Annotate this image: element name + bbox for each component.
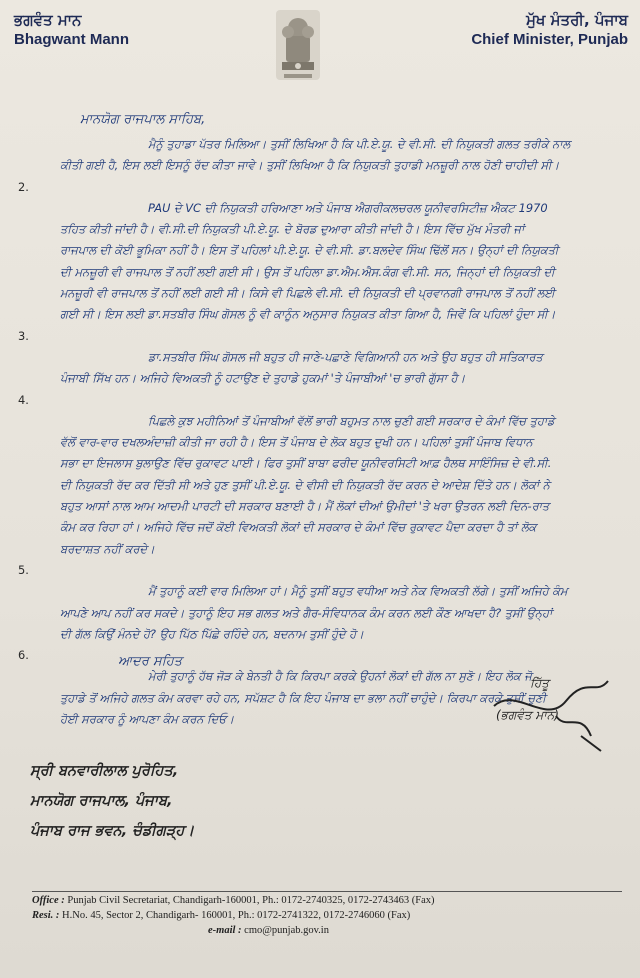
paragraph (60, 134, 635, 177)
paragraph-line: ਦੀ ਨਿਯੁਕਤੀ ਰੱਦ ਕਰ ਦਿੱਤੀ ਸੀ ਅਤੇ ਹੁਣ ਤੁਸੀਂ ਪੀ.ਏ.ਯੂ. ਦੇ ਵੀਸੀ ਦੀ ਨਿਯੁਕਤੀ ਰੱਦ ਕਰਨ ਦੇ ਆਦੇਸ਼ ਦਿੱਤੇ ਹਨ। ਲੋਕਾਂ ਨੇ (60, 477, 550, 492)
paragraph-line: ਪਿਛਲੇ ਕੁਝ ਮਹੀਨਿਆਂ ਤੋਂ ਪੰਜਾਬੀਆਂ ਵੱਲੋਂ ਭਾਰੀ ਬਹੁਮਤ ਨਾਲ ਚੁਣੀ ਗਈ ਸਰਕਾਰ ਦੇ ਕੰਮਾਂ ਵਿੱਚ ਤੁਹਾਡੇ (148, 413, 555, 428)
letter-body (18, 134, 635, 730)
paragraph-line: ਦੀ ਗੱਲ ਕਿਉਂ ਮੰਨਦੇ ਹੋ? ਉਹ ਪਿੱਠ ਪਿੱਛੇ ਰਹਿੰਦੇ ਹਨ, ਬਦਨਾਮ ਤੁਸੀਂ ਹੁੰਦੇ ਹੋ। (60, 626, 364, 641)
header-right (471, 10, 628, 50)
paragraph-line: ਪੰਜਾਬੀ ਸਿੱਖ ਹਨ। ਅਜਿਹੇ ਵਿਅਕਤੀ ਨੂੰ ਹਟਾਉਣ ਦੇ ਤੁਹਾਡੇ ਹੁਕਮਾਂ 'ਤੇ ਪੰਜਾਬੀਆਂ 'ਚ ਭਾਰੀ ਗੁੱਸਾ ਹੈ। (60, 371, 466, 386)
paragraph-line: ਤਹਿਤ ਕੀਤੀ ਜਾਂਦੀ ਹੈ। ਵੀ.ਸੀ.ਦੀ ਨਿਯੁਕਤੀ ਪੀ.ਏ.ਯੂ. ਦੇ ਬੋਰਡ ਦੁਆਰਾ ਕੀਤੀ ਜਾਂਦੀ ਹੈ। ਇਸ ਵਿੱਚ ਮੁੱਖ ਮੰਤਰੀ ਜਾਂ (60, 222, 525, 237)
paragraph-line: ਬਹੁਤ ਆਸਾਂ ਨਾਲ ਆਮ ਆਦਮੀ ਪਾਰਟੀ ਦੀ ਸਰਕਾਰ ਬਣਾਈ ਹੈ। ਮੈਂ ਲੋਕਾਂ ਦੀਆਂ ਉਮੀਦਾਂ 'ਤੇ ਖਰਾ ਉਤਰਨ ਲਈ ਦਿਨ-ਰਾਤ (60, 499, 550, 514)
paragraph: 5. ਮੈਂ ਤੁਹਾਨੂੰ ਕਈ ਵਾਰ ਮਿਲਿਆ ਹਾਂ। ਮੈਨੂੰ ਤੁਸੀਂ ਬਹੁਤ ਵਧੀਆ ਅਤੇ ਨੇਕ ਵਿਅਕਤੀ ਲੱਗੇ। ਤੁਸੀਂ ਅਜਿਹੇ ਕੰਮ ਆਪਣੇ ਆਪ ਨਹੀਂ ਕਰ ਸਕਦੇ। ਤੁਹਾਨੂੰ ਇਹ ਸਭ ਗਲਤ ਅਤੇ ਗੈਰ-ਸੰਵਿਧਾਨਕ ਕੰਮ ਕਰਨ ਲਈ ਕੌਣ ਆਖਦਾ ਹੈ? ਤੁਸੀਂ ਉਨ੍ਹਾਂ ਦੀ ਗੱਲ ਕਿਉਂ ਮੰਨਦੇ ਹੋ? ਉਹ ਪਿੱਠ ਪਿੱਛੇ ਰਹਿੰਦੇ ਹਨ, ਬਦਨਾਮ ਤੁਸੀਂ ਹੁੰਦੇ ਹੋ। (60, 560, 635, 645)
paragraph-line: PAU ਦੇ VC ਦੀ ਨਿਯੁਕਤੀ ਹਰਿਆਣਾ ਅਤੇ ਪੰਜਾਬ ਐਗਰੀਕਲਚਰਲ ਯੂਨੀਵਰਸਿਟੀਜ਼ ਐਕਟ 1970 (148, 200, 548, 215)
paragraph-line: ਤੁਹਾਡੇ ਤੋਂ ਅਜਿਹੇ ਗਲਤ ਕੰਮ ਕਰਵਾ ਰਹੇ ਹਨ, ਸਪੱਸ਼ਟ ਹੈ ਕਿ ਇਹ ਪੰਜਾਬ ਦਾ ਭਲਾ ਨਹੀਂ ਚਾਹੁੰਦੇ। ਕਿਰਪਾ ਕਰਕੇ ਤੁਸੀਂ ਚੁਣੀ (60, 690, 546, 705)
addressee-block (30, 756, 194, 846)
paragraph-line: ਬਰਦਾਸ਼ਤ ਨਹੀਂ ਕਰਦੇ। (60, 541, 155, 556)
paragraph-line: ਮੈਨੂੰ ਤੁਹਾਡਾ ਪੱਤਰ ਮਿਲਿਆ। ਤੁਸੀਂ ਲਿਖਿਆ ਹੈ ਕਿ ਪੀ.ਏ.ਯੂ. ਦੇ ਵੀ.ਸੀ. ਦੀ ਨਿਯੁਕਤੀ ਗਲਤ ਤਰੀਕੇ ਨਾਲ (148, 137, 571, 151)
sender-name-punjabi: ਭਗਵੰਤ ਮਾਨ (14, 11, 82, 29)
paragraph-line: ਮੇਰੀ ਤੁਹਾਨੂੰ ਹੱਥ ਜੋੜ ਕੇ ਬੇਨਤੀ ਹੈ ਕਿ ਕਿਰਪਾ ਕਰਕੇ ਉਹਨਾਂ ਲੋਕਾਂ ਦੀ ਗੱਲ ਨਾ ਸੁਣੋ। ਇਹ ਲੋਕ ਜੋ (148, 669, 532, 684)
addressee-line: ਮਾਨਯੋਗ ਰਾਜਪਾਲ, ਪੰਜਾਬ, (30, 793, 173, 809)
office-label: Office : (32, 895, 65, 906)
residence-label: Resi. : (32, 910, 60, 921)
office-text: Punjab Civil Secretariat, Chandigarh-160001, Ph.: 0172-2740325, 0172-2743463 (Fax) (67, 895, 435, 906)
paragraph-line: ਗਈ ਸੀ। ਇਸ ਲਈ ਡਾ.ਸਤਬੀਰ ਸਿੰਘ ਗੋਸਲ ਨੂੰ ਵੀ ਕਾਨੂੰਨ ਅਨੁਸਾਰ ਨਿਯੁਕਤ ਕੀਤਾ ਗਿਆ ਹੈ, ਜਿਵੇਂ ਕਿ ਪਹਿਲਾਂ ਹੁੰਦਾ ਸੀ। (60, 307, 556, 322)
paragraph-line: ਡਾ.ਸਤਬੀਰ ਸਿੰਘ ਗੋਸਲ ਜੀ ਬਹੁਤ ਹੀ ਜਾਣੇ-ਪਛਾਣੇ ਵਿਗਿਆਨੀ ਹਨ ਅਤੇ ਉਹ ਬਹੁਤ ਹੀ ਸਤਿਕਾਰਤ (148, 349, 543, 364)
email-label: e-mail : (208, 925, 242, 936)
state-emblem-icon (268, 8, 328, 94)
paragraph: 2. PAU ਦੇ VC ਦੀ ਨਿਯੁਕਤੀ ਹਰਿਆਣਾ ਅਤੇ ਪੰਜਾਬ ਐਗਰੀਕਲਚਰਲ ਯੂਨੀਵਰਸਿਟੀਜ਼ ਐਕਟ 1970 ਤਹਿਤ ਕੀਤੀ ਜਾਂਦੀ ਹੈ। ਵੀ.ਸੀ.ਦੀ ਨਿਯੁਕਤੀ ਪੀ.ਏ.ਯੂ. ਦੇ ਬੋਰਡ ਦੁਆਰਾ ਕੀਤੀ ਜਾਂਦੀ ਹੈ। ਇਸ ਵਿੱਚ ਮੁੱਖ ਮੰਤਰੀ ਜਾਂ ਰਾਜਪਾਲ ਦੀ ਕੋਈ ਭੂਮਿਕਾ ਨਹੀਂ ਹੈ। ਇਸ ਤੋਂ ਪਹਿਲਾਂ ਪੀ.ਏ.ਯੂ. ਦੇ ਵੀ.ਸੀ. ਡਾ.ਬਲਦੇਵ ਸਿੰਘ ਢਿੱਲੋਂ ਸਨ। ਉਨ੍ਹਾਂ ਦੀ ਨਿਯੁਕਤੀ ਦੀ ਮਨਜ਼ੂਰੀ ਵੀ ਰਾਜਪਾਲ ਤੋਂ ਨਹੀਂ ਲਈ ਗਈ ਸੀ। ਉਸ ਤੋਂ ਪਹਿਲਾ ਡਾ.ਐਮ.ਐਸ.ਕੰਗ ਵੀ.ਸੀ. ਸਨ, ਜਿਨ੍ਹਾਂ ਦੀ ਨਿਯੁਕਤੀ ਦੀ ਮਨਜ਼ੂਰੀ ਵੀ ਰਾਜਪਾਲ ਤੋਂ ਨਹੀਂ ਲਈ ਗਈ ਸੀ। ਕਿਸੇ ਵੀ ਪਿਛਲੇ ਵੀ.ਸੀ. ਦੀ ਨਿਯੁਕਤੀ ਦੀ ਪ੍ਰਵਾਨਗੀ ਰਾਜਪਾਲ ਤੋਂ ਨਹੀਂ ਲਈ ਗਈ ਸੀ। ਇਸ ਲਈ ਡਾ.ਸਤਬੀਰ ਸਿੰਘ ਗੋਸਲ ਨੂੰ ਵੀ ਕਾਨੂੰਨ ਅਨੁਸਾਰ ਨਿਯੁਕਤ ਕੀਤਾ ਗਿਆ ਹੈ, ਜਿਵੇਂ ਕਿ ਪਹਿਲਾਂ ਹੁੰਦਾ ਸੀ। (60, 177, 635, 326)
footer-divider (32, 891, 622, 892)
paragraph-line: ਹੋਈ ਸਰਕਾਰ ਨੂੰ ਆਪਣਾ ਕੰਮ ਕਰਨ ਦਿਓ। (60, 712, 235, 727)
residence-text: H.No. 45, Sector 2, Chandigarh- 160001, Ph.: 0172-2741322, 0172-2746060 (Fax) (62, 910, 411, 921)
paragraph: 4. ਪਿਛਲੇ ਕੁਝ ਮਹੀਨਿਆਂ ਤੋਂ ਪੰਜਾਬੀਆਂ ਵੱਲੋਂ ਭਾਰੀ ਬਹੁਮਤ ਨਾਲ ਚੁਣੀ ਗਈ ਸਰਕਾਰ ਦੇ ਕੰਮਾਂ ਵਿੱਚ ਤੁਹਾਡੇ ਵੱਲੋਂ ਵਾਰ-ਵਾਰ ਦਖਲਅੰਦਾਜ਼ੀ ਕੀਤੀ ਜਾ ਰਹੀ ਹੈ। ਇਸ ਤੋਂ ਪੰਜਾਬ ਦੇ ਲੋਕ ਬਹੁਤ ਦੁਖੀ ਹਨ। ਪਹਿਲਾਂ ਤੁਸੀਂ ਪੰਜਾਬ ਵਿਧਾਨ ਸਭਾ ਦਾ ਇਜਲਾਸ ਬੁਲਾਉਣ ਵਿੱਚ ਰੁਕਾਵਟ ਪਾਈ। ਫਿਰ ਤੁਸੀਂ ਬਾਬਾ ਫਰੀਦ ਯੂਨੀਵਰਸਿਟੀ ਆਫ਼ ਹੈਲਥ ਸਾਇੰਸਿਜ਼ ਦੇ ਵੀ.ਸੀ. ਦੀ ਨਿਯੁਕਤੀ ਰੱਦ ਕਰ ਦਿੱਤੀ ਸੀ ਅਤੇ ਹੁਣ ਤੁਸੀਂ ਪੀ.ਏ.ਯੂ. ਦੇ ਵੀਸੀ ਦੀ ਨਿਯੁਕਤੀ ਰੱਦ ਕਰਨ ਦੇ ਆਦੇਸ਼ ਦਿੱਤੇ ਹਨ। ਲੋਕਾਂ ਨੇ ਬਹੁਤ ਆਸਾਂ ਨਾਲ ਆਮ ਆਦਮੀ ਪਾਰਟੀ ਦੀ ਸਰਕਾਰ ਬਣਾਈ ਹੈ। ਮੈਂ ਲੋਕਾਂ ਦੀਆਂ ਉਮੀਦਾਂ 'ਤੇ ਖਰਾ ਉਤਰਨ ਲਈ ਦਿਨ-ਰਾਤ ਕੰਮ ਕਰ ਰਿਹਾ ਹਾਂ। ਅਜਿਹੇ ਵਿੱਚ ਜਦੋਂ ਕੋਈ ਵਿਅਕਤੀ ਲੋਕਾਂ ਦੀ ਸਰਕਾਰ ਦੇ ਕੰਮਾਂ ਵਿੱਚ ਰੁਕਾਵਟ ਪੈਦਾ ਕਰਦਾ ਹੈ ਤਾਂ ਲੋਕ ਬਰਦਾਸ਼ਤ ਨਹੀਂ ਕਰਦੇ। (60, 390, 635, 560)
header-left (14, 10, 129, 50)
paragraph-line: ਆਪਣੇ ਆਪ ਨਹੀਂ ਕਰ ਸਕਦੇ। ਤੁਹਾਨੂੰ ਇਹ ਸਭ ਗਲਤ ਅਤੇ ਗੈਰ-ਸੰਵਿਧਾਨਕ ਕੰਮ ਕਰਨ ਲਈ ਕੌਣ ਆਖਦਾ ਹੈ? ਤੁਸੀਂ ਉਨ੍ਹਾਂ (60, 605, 553, 620)
footer-residence (32, 908, 435, 923)
sender-name-english: Bhagwant Mann (14, 31, 129, 48)
paragraph-line: ਮੈਂ ਤੁਹਾਨੂੰ ਕਈ ਵਾਰ ਮਿਲਿਆ ਹਾਂ। ਮੈਨੂੰ ਤੁਸੀਂ ਬਹੁਤ ਵਧੀਆ ਅਤੇ ਨੇਕ ਵਿਅਕਤੀ ਲੱਗੇ। ਤੁਸੀਂ ਅਜਿਹੇ ਕੰਮ (148, 584, 568, 599)
addressee-line: ਸ੍ਰੀ ਬਨਵਾਰੀਲਾਲ ਪੁਰੋਹਿਤ, (30, 763, 179, 779)
signature (486, 676, 616, 776)
designation-punjabi: ਮੁੱਖ ਮੰਤਰੀ, ਪੰਜਾਬ (526, 11, 628, 29)
closing-text: ਆਦਰ ਸਹਿਤ (118, 654, 183, 669)
footer-office (32, 893, 435, 908)
email-link[interactable]: cmo@punjab.gov.in (244, 925, 329, 936)
salutation: ਮਾਨਯੋਗ ਰਾਜਪਾਲ ਸਾਹਿਬ, (80, 112, 206, 127)
paragraph-line: ਮਨਜ਼ੂਰੀ ਵੀ ਰਾਜਪਾਲ ਤੋਂ ਨਹੀਂ ਲਈ ਗਈ ਸੀ। ਕਿਸੇ ਵੀ ਪਿਛਲੇ ਵੀ.ਸੀ. ਦੀ ਨਿਯੁਕਤੀ ਦੀ ਪ੍ਰਵਾਨਗੀ ਰਾਜਪਾਲ ਤੋਂ ਨਹੀਂ ਲਈ (60, 286, 555, 301)
paragraph-line: ਕੀਤੀ ਗਈ ਹੈ, ਇਸ ਲਈ ਇਸਨੂੰ ਰੱਦ ਕੀਤਾ ਜਾਵੇ। ਤੁਸੀਂ ਲਿਖਿਆ ਹੈ ਕਿ ਨਿਯੁਕਤੀ ਤੁਹਾਡੀ ਮਨਜ਼ੂਰੀ ਨਾਲ ਹੋਣੀ ਚਾਹੀਦੀ ਸੀ। (60, 158, 560, 173)
paragraph-line: ਸਭਾ ਦਾ ਇਜਲਾਸ ਬੁਲਾਉਣ ਵਿੱਚ ਰੁਕਾਵਟ ਪਾਈ। ਫਿਰ ਤੁਸੀਂ ਬਾਬਾ ਫਰੀਦ ਯੂਨੀਵਰਸਿਟੀ ਆਫ਼ ਹੈਲਥ ਸਾਇੰਸਿਜ਼ ਦੇ ਵੀ.ਸੀ. (60, 456, 552, 471)
footer (32, 893, 435, 938)
signatory-name: (ਭਗਵੰਤ ਮਾਨ) (496, 708, 559, 722)
paragraph-line: ਰਾਜਪਾਲ ਦੀ ਕੋਈ ਭੂਮਿਕਾ ਨਹੀਂ ਹੈ। ਇਸ ਤੋਂ ਪਹਿਲਾਂ ਪੀ.ਏ.ਯੂ. ਦੇ ਵੀ.ਸੀ. ਡਾ.ਬਲਦੇਵ ਸਿੰਘ ਢਿੱਲੋਂ ਸਨ। ਉਨ੍ਹਾਂ ਦੀ ਨਿਯੁਕਤੀ (60, 243, 559, 258)
paragraph-line: ਕੰਮ ਕਰ ਰਿਹਾ ਹਾਂ। ਅਜਿਹੇ ਵਿੱਚ ਜਦੋਂ ਕੋਈ ਵਿਅਕਤੀ ਲੋਕਾਂ ਦੀ ਸਰਕਾਰ ਦੇ ਕੰਮਾਂ ਵਿੱਚ ਰੁਕਾਵਟ ਪੈਦਾ ਕਰਦਾ ਹੈ ਤਾਂ ਲੋਕ (60, 520, 537, 535)
paragraph: 6. ਮੇਰੀ ਤੁਹਾਨੂੰ ਹੱਥ ਜੋੜ ਕੇ ਬੇਨਤੀ ਹੈ ਕਿ ਕਿਰਪਾ ਕਰਕੇ ਉਹਨਾਂ ਲੋਕਾਂ ਦੀ ਗੱਲ ਨਾ ਸੁਣੋ। ਇਹ ਲੋਕ ਜੋ ਤੁਹਾਡੇ ਤੋਂ ਅਜਿਹੇ ਗਲਤ ਕੰਮ ਕਰਵਾ ਰਹੇ ਹਨ, ਸਪੱਸ਼ਟ ਹੈ ਕਿ ਇਹ ਪੰਜਾਬ ਦਾ ਭਲਾ ਨਹੀਂ ਚਾਹੁੰਦੇ। ਕਿਰਪਾ ਕਰਕੇ ਤੁਸੀਂ ਚੁਣੀ ਹੋਈ ਸਰਕਾਰ ਨੂੰ ਆਪਣਾ ਕੰਮ ਕਰਨ ਦਿਓ। (60, 645, 635, 730)
signature-written: ਹਿੱਤੂ (530, 676, 549, 690)
paragraph-line: ਦੀ ਮਨਜ਼ੂਰੀ ਵੀ ਰਾਜਪਾਲ ਤੋਂ ਨਹੀਂ ਲਈ ਗਈ ਸੀ। ਉਸ ਤੋਂ ਪਹਿਲਾ ਡਾ.ਐਮ.ਐਸ.ਕੰਗ ਵੀ.ਸੀ. ਸਨ, ਜਿਨ੍ਹਾਂ ਦੀ ਨਿਯੁਕਤੀ ਦੀ (60, 264, 555, 279)
paragraph: 3. ਡਾ.ਸਤਬੀਰ ਸਿੰਘ ਗੋਸਲ ਜੀ ਬਹੁਤ ਹੀ ਜਾਣੇ-ਪਛਾਣੇ ਵਿਗਿਆਨੀ ਹਨ ਅਤੇ ਉਹ ਬਹੁਤ ਹੀ ਸਤਿਕਾਰਤ ਪੰਜਾਬੀ ਸਿੱਖ ਹਨ। ਅਜਿਹੇ ਵਿਅਕਤੀ ਨੂੰ ਹਟਾਉਣ ਦੇ ਤੁਹਾਡੇ ਹੁਕਮਾਂ 'ਤੇ ਪੰਜਾਬੀਆਂ 'ਚ ਭਾਰੀ ਗੁੱਸਾ ਹੈ। (60, 326, 635, 390)
paragraph-line: ਵੱਲੋਂ ਵਾਰ-ਵਾਰ ਦਖਲਅੰਦਾਜ਼ੀ ਕੀਤੀ ਜਾ ਰਹੀ ਹੈ। ਇਸ ਤੋਂ ਪੰਜਾਬ ਦੇ ਲੋਕ ਬਹੁਤ ਦੁਖੀ ਹਨ। ਪਹਿਲਾਂ ਤੁਸੀਂ ਪੰਜਾਬ ਵਿਧਾਨ (60, 435, 533, 450)
designation-english: Chief Minister, Punjab (471, 31, 628, 48)
addressee-line: ਪੰਜਾਬ ਰਾਜ ਭਵਨ, ਚੰਡੀਗੜ੍ਹ। (30, 823, 195, 839)
footer-email (32, 923, 435, 938)
